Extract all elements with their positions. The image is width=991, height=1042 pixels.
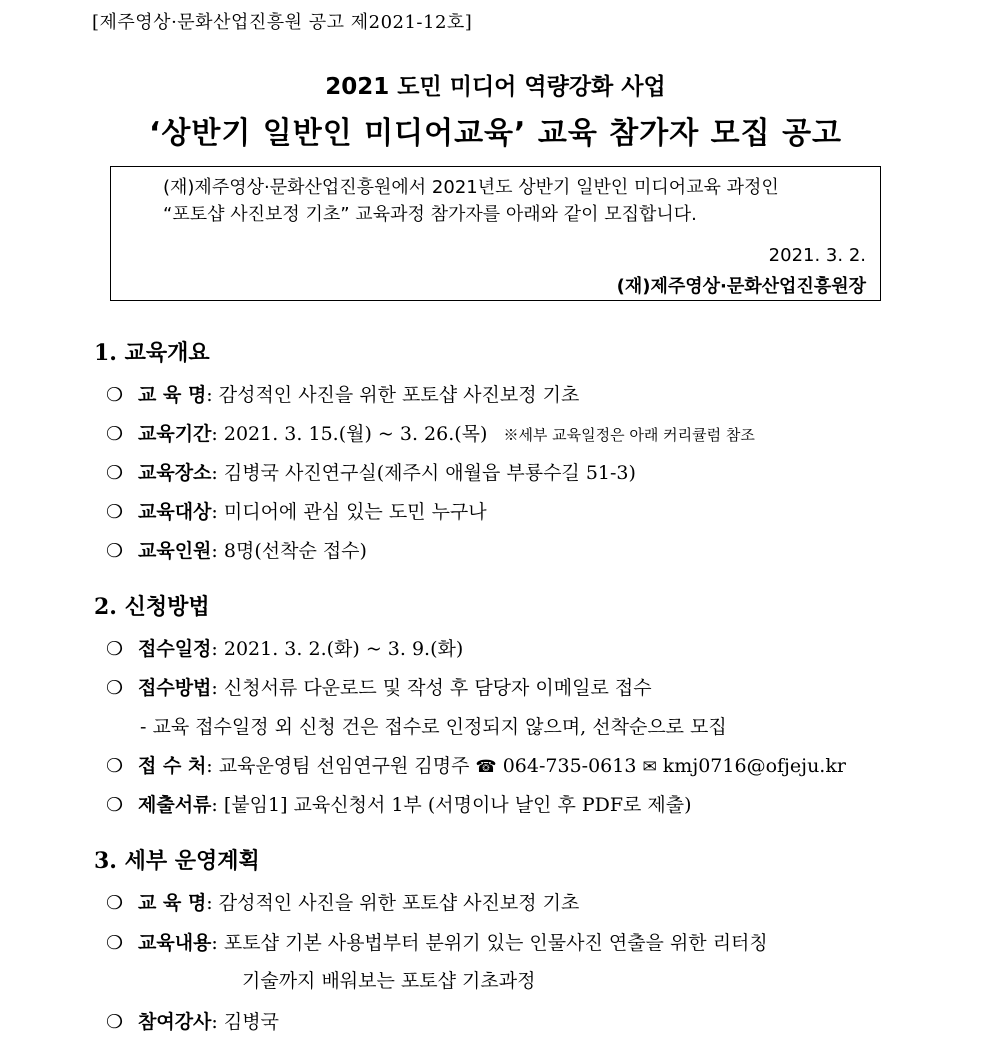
item-value: 김병국	[223, 1011, 279, 1033]
circle-bullet-icon: ❍	[106, 638, 124, 660]
item-label: 교 육 명	[138, 892, 207, 914]
circle-bullet-icon: ❍	[106, 423, 124, 445]
circle-bullet-icon: ❍	[106, 892, 124, 914]
item-label: 교육장소	[138, 462, 212, 484]
phone-number: 064-735-0613	[502, 755, 637, 777]
phone-icon: ☎	[475, 757, 497, 777]
item-value-continuation: 기술까지 배워보는 포토샵 기초과정	[242, 970, 536, 992]
circle-bullet-icon: ❍	[106, 932, 124, 954]
list-item: ❍ 교육대상: 미디어에 관심 있는 도민 누구나	[106, 501, 487, 523]
mail-icon: ✉	[642, 757, 657, 777]
circle-bullet-icon: ❍	[106, 384, 124, 406]
list-item: ❍ 접수일정: 2021. 3. 2.(화) ~ 3. 9.(화)	[106, 638, 464, 660]
item-value: 감성적인 사진을 위한 포토샵 사진보정 기초	[218, 892, 580, 914]
list-item: ❍ 교육인원: 8명(선착순 접수)	[106, 540, 367, 562]
section-heading-plan: 3. 세부 운영계획	[94, 848, 260, 874]
announcement-date: 2021. 3. 2.	[768, 245, 866, 266]
item-label: 교육대상	[138, 501, 212, 523]
item-label: 교육인원	[138, 540, 212, 562]
section-heading-overview: 1. 교육개요	[94, 340, 210, 366]
item-label: 접수일정	[138, 638, 212, 660]
item-value: 감성적인 사진을 위한 포토샵 사진보정 기초	[218, 384, 580, 406]
circle-bullet-icon: ❍	[106, 755, 124, 777]
issuing-organization: (재)제주영상·문화산업진흥원장	[616, 276, 866, 297]
list-item: ❍ 제출서류: [붙임1] 교육신청서 1부 (서명이나 날인 후 PDF로 제출)	[106, 794, 692, 816]
item-value: 포토샵 기본 사용법부터 분위기 있는 인물사진 연출을 위한 리터칭	[223, 932, 768, 954]
item-label: 참여강사	[138, 1011, 212, 1033]
item-value: 2021. 3. 2.(화) ~ 3. 9.(화)	[223, 638, 464, 660]
item-label: 교육내용	[138, 932, 212, 954]
notice-number: [제주영상·문화산업진흥원 공고 제2021-12호]	[92, 12, 473, 33]
item-value: [붙임1] 교육신청서 1부 (서명이나 날인 후 PDF로 제출)	[223, 794, 692, 816]
list-item: ❍ 접수방법: 신청서류 다운로드 및 작성 후 담당자 이메일로 접수	[106, 677, 652, 699]
item-value: 2021. 3. 15.(월) ~ 3. 26.(목)	[223, 423, 488, 445]
section-heading-application: 2. 신청방법	[94, 594, 210, 620]
list-item: ❍ 교 육 명: 감성적인 사진을 위한 포토샵 사진보정 기초	[106, 384, 580, 406]
circle-bullet-icon: ❍	[106, 462, 124, 484]
item-value: 8명(선착순 접수)	[223, 540, 367, 562]
item-label: 제출서류	[138, 794, 212, 816]
circle-bullet-icon: ❍	[106, 794, 124, 816]
item-value: 김병국 사진연구실(제주시 애월읍 부룡수길 51-3)	[223, 462, 636, 484]
list-item: ❍ 교육기간: 2021. 3. 15.(월) ~ 3. 26.(목) ※세부 교육일정은 아래 커리큘럼 참조	[106, 423, 755, 445]
intro-line: “포토샵 사진보정 기초” 교육과정 참가자를 아래와 같이 모집합니다.	[163, 204, 697, 225]
document-subtitle: 2021 도민 미디어 역량강화 사업	[325, 74, 666, 100]
list-item: ❍ 접 수 처: 교육운영팀 선임연구원 김명주 ☎ 064-735-0613 ✉ kmj0716@ofjeju.kr	[106, 755, 846, 777]
item-value: 교육운영팀 선임연구원 김명주	[218, 755, 470, 777]
list-item: ❍ 교육내용: 포토샵 기본 사용법부터 분위기 있는 인물사진 연출을 위한 리터칭	[106, 932, 768, 954]
list-item: ❍ 참여강사: 김병국	[106, 1011, 279, 1033]
list-item: ❍ 교 육 명: 감성적인 사진을 위한 포토샵 사진보정 기초	[106, 892, 580, 914]
intro-text	[163, 174, 779, 228]
item-label: 교 육 명	[138, 384, 207, 406]
item-value: 신청서류 다운로드 및 작성 후 담당자 이메일로 접수	[223, 677, 652, 699]
circle-bullet-icon: ❍	[106, 501, 124, 523]
item-note: ※세부 교육일정은 아래 커리큘럼 참조	[503, 426, 755, 444]
document-title: ‘상반기 일반인 미디어교육’ 교육 참가자 모집 공고	[148, 116, 843, 151]
circle-bullet-icon: ❍	[106, 677, 124, 699]
item-label: 접 수 처	[138, 755, 207, 777]
intro-box	[110, 166, 881, 301]
circle-bullet-icon: ❍	[106, 540, 124, 562]
email-address[interactable]: kmj0716@ofjeju.kr	[662, 755, 846, 777]
intro-line: (재)제주영상·문화산업진흥원에서 2021년도 상반기 일반인 미디어교육 과정인	[163, 177, 779, 198]
list-item: ❍ 교육장소: 김병국 사진연구실(제주시 애월읍 부룡수길 51-3)	[106, 462, 636, 484]
item-label: 접수방법	[138, 677, 212, 699]
item-label: 교육기간	[138, 423, 212, 445]
circle-bullet-icon: ❍	[106, 1011, 124, 1033]
item-sub-note: - 교육 접수일정 외 신청 건은 접수로 인정되지 않으며, 선착순으로 모집	[140, 716, 727, 738]
item-value: 미디어에 관심 있는 도민 누구나	[223, 501, 487, 523]
